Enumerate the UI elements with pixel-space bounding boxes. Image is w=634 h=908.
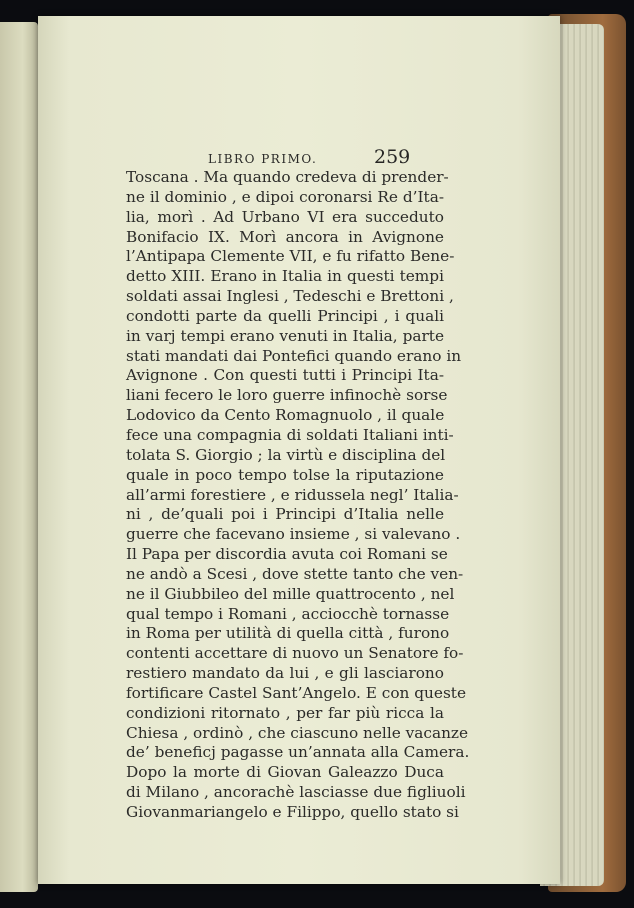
running-head: LIBRO PRIMO.: [208, 152, 318, 166]
text-line: condizioni ritornato , per far più ricca la: [126, 703, 444, 722]
text-line: stati mandati dai Pontefici quando erano in: [126, 346, 462, 365]
text-line: ni , de’quali poi i Principi d’Italia nelle: [126, 505, 444, 524]
text-line: tolata S. Giorgio ; la virtù e disciplina del: [126, 445, 446, 464]
text-line: ne andò a Scesi , dove stette tanto che ven-: [126, 564, 464, 583]
text-line: Toscana . Ma quando credeva di prender-: [126, 168, 449, 186]
text-line: Dopo la morte di Giovan Galeazzo Duca: [126, 763, 444, 782]
text-line: in Roma per utilità di quella città , furono: [126, 624, 450, 643]
body-text: [126, 168, 470, 823]
text-line: Bonifacio IX. Morì ancora in Avignone: [126, 227, 444, 246]
text-line: liani fecero le loro guerre infinochè sorse: [126, 386, 448, 405]
page-header: [208, 146, 448, 170]
text-line: Il Papa per discordia avuta coi Romani se: [126, 545, 448, 564]
text-line: guerre che facevano insieme , si valevano .: [126, 525, 461, 544]
page-number: 259: [374, 146, 411, 168]
text-line: restiero mandato da lui , e gli lasciarono: [126, 664, 444, 683]
text-line: ne il dominio , e dipoi coronarsi Re d’Ita-: [126, 187, 444, 206]
text-line: Chiesa , ordinò , che ciascuno nelle vacanze: [126, 723, 469, 742]
text-line: soldati assai Inglesi , Tedeschi e Brettoni ,: [126, 287, 454, 306]
text-line: qual tempo i Romani , acciocchè tornasse: [126, 604, 450, 623]
text-line: lia, morì . Ad Urbano VI era succeduto: [126, 207, 444, 226]
text-line: detto XIII. Erano in Italia in questi tempi: [126, 267, 444, 286]
text-line: contenti accettare di nuovo un Senatore fo-: [126, 644, 464, 663]
text-line: in varj tempi erano venuti in Italia, parte: [126, 326, 444, 345]
text-line: di Milano , ancorachè lasciasse due figliuoli: [126, 783, 466, 802]
text-line: de’ beneficj pagasse un’annata alla Camera.: [126, 743, 470, 762]
text-line: condotti parte da quelli Principi , i quali: [126, 306, 444, 325]
text-line: all’armi forestiere , e ridussela negl’ Italia-: [126, 485, 459, 504]
text-line: fece una compagnia di soldati Italiani inti-: [126, 425, 454, 444]
text-line: quale in poco tempo tolse la riputazione: [126, 465, 444, 484]
book-page: [38, 16, 560, 884]
text-line: l’Antipapa Clemente VII, e fu rifatto Bene-: [126, 247, 455, 266]
text-line: Giovanmariangelo e Filippo, quello stato si: [126, 803, 459, 821]
left-page-edge: [0, 22, 38, 892]
text-line: ne il Giubbileo del mille quattrocento , nel: [126, 584, 455, 603]
text-line: Lodovico da Cento Romagnuolo , il quale: [126, 406, 445, 425]
text-line: fortificare Castel Sant’Angelo. E con queste: [126, 683, 466, 702]
text-line: Avignone . Con questi tutti i Principi Ita-: [126, 366, 444, 385]
